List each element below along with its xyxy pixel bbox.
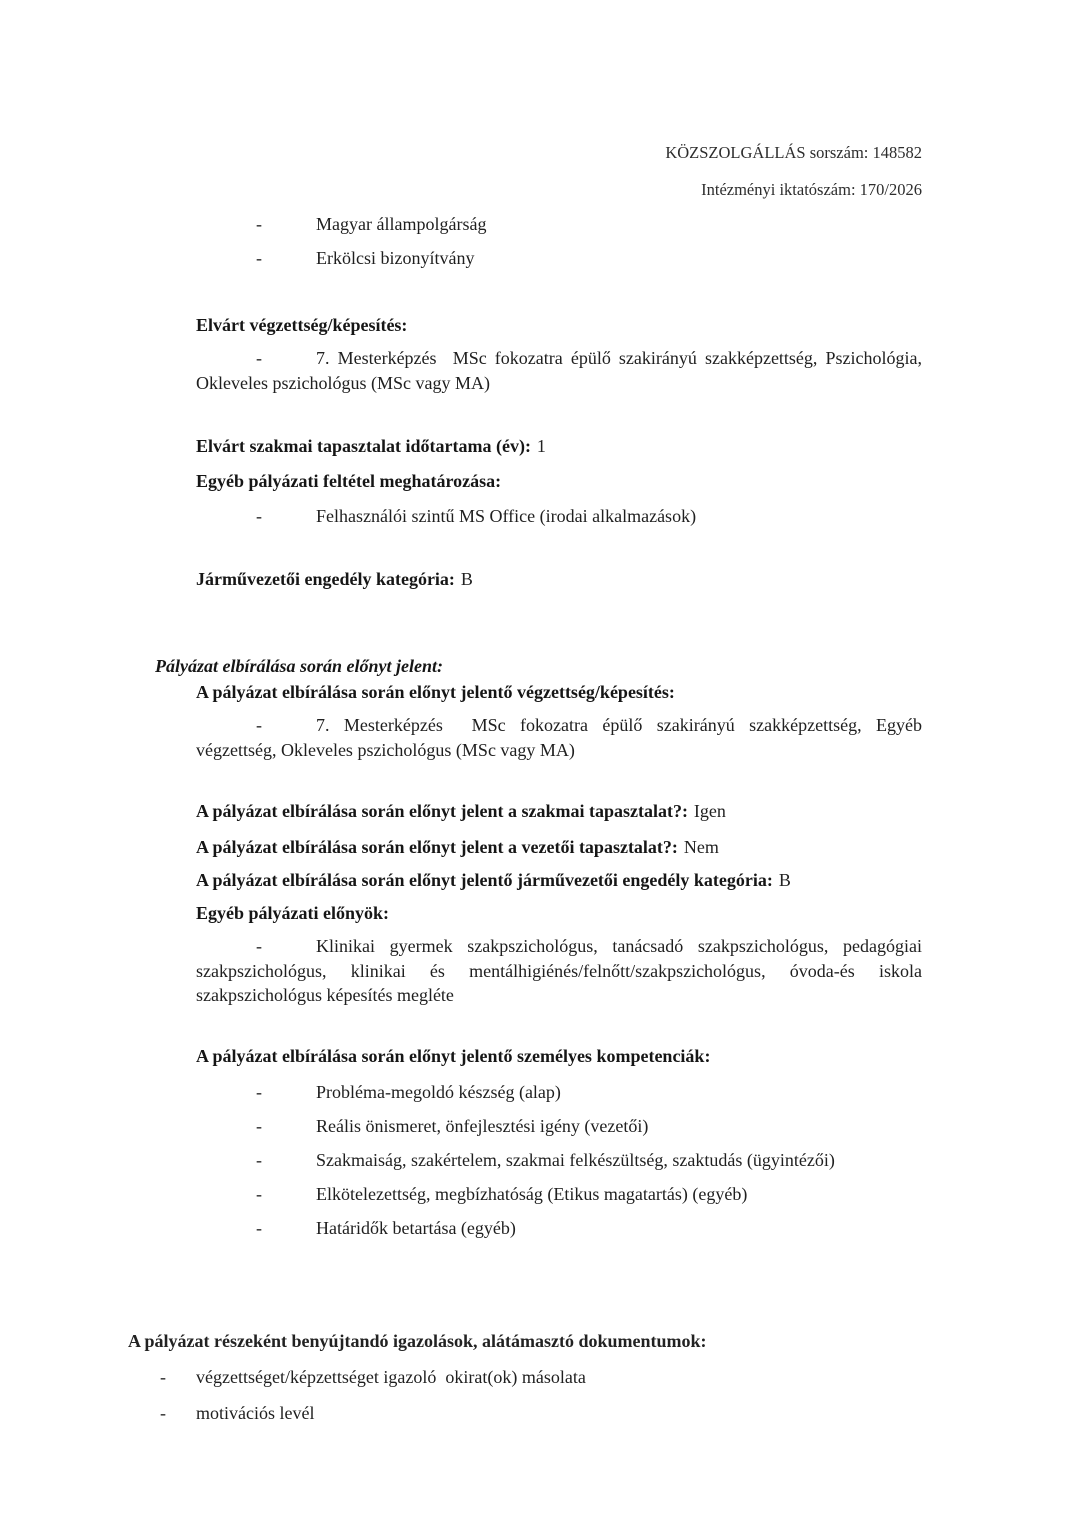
bullet-dash: -	[256, 1217, 262, 1238]
advantage-qualification-heading: A pályázat elbírálása során előnyt jelentő végzettség/képesítés:	[196, 682, 675, 702]
other-advantages-item	[196, 934, 927, 1008]
document-item	[128, 1403, 946, 1424]
condition-text: Erkölcsi bizonyítvány	[316, 248, 475, 268]
driving-license-label: Járművezetői engedély kategória:	[196, 569, 455, 589]
condition-item	[196, 248, 922, 269]
documents-heading: A pályázat részeként benyújtandó igazolások, alátámasztó dokumentumok:	[128, 1330, 707, 1351]
driving-license-value: B	[460, 569, 473, 589]
competency-text: Szakmaiság, szakértelem, szakmai felkészültség, szaktudás (ügyintézői)	[316, 1149, 835, 1170]
required-qualification-text: 7. Mesterképzés MSc fokozatra épülő szakirányú szakképzettség, Pszichológia, Okleveles pszichológus (MSc vagy MA)	[196, 348, 927, 393]
required-qualification-heading: Elvárt végzettség/képesítés:	[196, 315, 408, 335]
required-experience-value: 1	[536, 436, 546, 456]
advantage-professional-experience-value: Igen	[693, 801, 726, 821]
advantage-leadership-experience-value: Nem	[683, 837, 719, 857]
other-advantages-heading: Egyéb pályázati előnyök:	[196, 903, 390, 923]
advantages-section-heading: Pályázat elbírálása során előnyt jelent:	[155, 656, 443, 676]
competency-item	[196, 1150, 922, 1171]
advantage-driving-license-value: B	[778, 870, 791, 890]
competency-item	[196, 1082, 922, 1103]
required-experience-line	[196, 436, 922, 457]
competency-text: Határidők betartása (egyéb)	[316, 1217, 516, 1238]
bullet-dash: -	[160, 1366, 166, 1387]
advantage-qualification-item	[196, 713, 927, 762]
bullet-dash: -	[256, 248, 262, 268]
other-advantages-text: Klinikai gyermek szakpszichológus, tanácsadó szakpszichológus, pedagógiai szakpszichológus, klinikai és mentálhigiénés/felnőtt/szakpszichológus, óvoda-és iskola szakpszichológus képesítés megléte	[196, 936, 927, 1005]
competencies-heading: A pályázat elbírálása során előnyt jelentő személyes kompetenciák:	[196, 1045, 711, 1066]
competency-item	[196, 1116, 922, 1137]
competency-text: Probléma-megoldó készség (alap)	[316, 1081, 561, 1102]
bullet-dash: -	[256, 1183, 262, 1204]
competency-item	[196, 1218, 922, 1239]
required-qualification-item	[196, 346, 927, 395]
other-condition-heading: Egyéb pályázati feltétel meghatározása:	[196, 471, 502, 491]
bullet-dash: -	[256, 348, 262, 368]
advantage-leadership-experience-label: A pályázat elbírálása során előnyt jelent a vezetői tapasztalat?:	[196, 837, 678, 857]
required-experience-label: Elvárt szakmai tapasztalat időtartama (év):	[196, 436, 531, 456]
condition-item	[196, 214, 922, 235]
serial-number-line: KÖZSZOLGÁLLÁS sorszám: 148582	[665, 143, 922, 162]
condition-text: Magyar állampolgárság	[316, 214, 487, 234]
document-text: motivációs levél	[196, 1402, 315, 1423]
bullet-dash: -	[256, 1115, 262, 1136]
driving-license-line	[196, 569, 922, 590]
other-condition-text: Felhasználói szintű MS Office (irodai alkalmazások)	[316, 506, 697, 526]
bullet-dash: -	[256, 1149, 262, 1170]
advantage-qualification-text: 7. Mesterképzés MSc fokozatra épülő szakirányú szakképzettség, Egyéb végzettség, Okleveles pszichológus (MSc vagy MA)	[196, 715, 927, 760]
document-header	[0, 0, 922, 200]
documents-section	[128, 1331, 946, 1424]
document-body	[155, 214, 927, 1239]
advantage-professional-experience-line	[196, 801, 922, 822]
advantage-leadership-experience-line	[196, 837, 922, 858]
other-condition-item	[196, 506, 922, 527]
bullet-dash: -	[256, 715, 262, 735]
competency-text: Elkötelezettség, megbízhatóság (Etikus magatartás) (egyéb)	[316, 1183, 748, 1204]
bullet-dash: -	[160, 1402, 166, 1423]
bullet-dash: -	[256, 506, 262, 526]
registry-number-line: Intézményi iktatószám: 170/2026	[701, 180, 922, 199]
bullet-dash: -	[256, 214, 262, 234]
document-text: végzettséget/képzettséget igazoló okirat(ok) másolata	[196, 1366, 586, 1387]
advantage-driving-license-line	[196, 870, 922, 891]
bullet-dash: -	[256, 936, 262, 956]
advantage-driving-license-label: A pályázat elbírálása során előnyt jelentő járművezetői engedély kategória:	[196, 870, 773, 890]
bullet-dash: -	[256, 1081, 262, 1102]
competency-item	[196, 1184, 922, 1205]
competency-text: Reális önismeret, önfejlesztési igény (vezetői)	[316, 1115, 649, 1136]
document-item	[128, 1367, 946, 1388]
advantage-professional-experience-label: A pályázat elbírálása során előnyt jelent a szakmai tapasztalat?:	[196, 801, 688, 821]
